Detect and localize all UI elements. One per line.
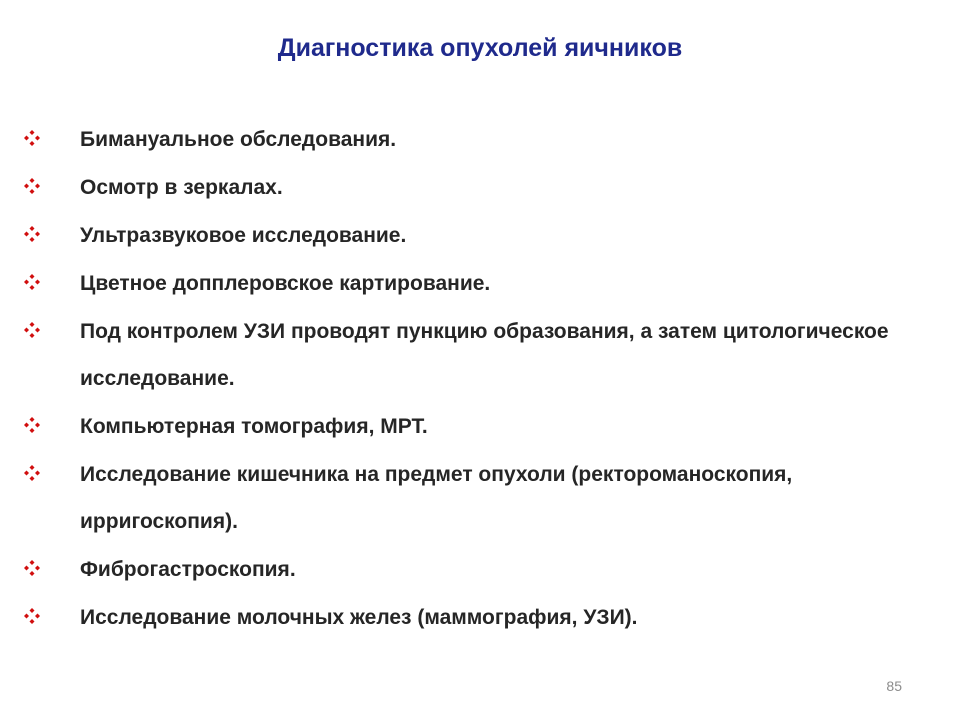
bullet-text: Бимануальное обследования.	[80, 128, 397, 151]
bullet-item	[24, 164, 924, 211]
bullet-item	[24, 260, 924, 307]
four-diamond-bullet-icon	[24, 130, 40, 146]
bullet-list	[24, 116, 924, 642]
bullet-text: Исследование кишечника на предмет опухоли (ректороманоскопия, ирригоскопия).	[80, 463, 793, 533]
four-diamond-bullet-icon	[24, 226, 40, 242]
slide-title: Диагностика опухолей яичников	[277, 34, 683, 62]
bullet-text: Фиброгастроскопия.	[80, 558, 296, 581]
four-diamond-bullet-icon	[24, 178, 40, 194]
bullet-text: Под контролем УЗИ проводят пункцию образования, а затем цитологическое исследование.	[80, 320, 889, 390]
four-diamond-bullet-icon	[24, 465, 40, 481]
bullet-item	[24, 116, 924, 163]
bullet-item	[24, 451, 924, 545]
bullet-item	[24, 594, 924, 641]
bullet-text: Компьютерная томография, МРТ.	[80, 415, 428, 438]
four-diamond-bullet-icon	[24, 560, 40, 576]
bullet-text: Исследование молочных желез (маммография, УЗИ).	[80, 606, 638, 629]
bullet-item	[24, 403, 924, 450]
bullet-text: Цветное допплеровское картирование.	[80, 272, 491, 295]
bullet-item	[24, 546, 924, 593]
four-diamond-bullet-icon	[24, 322, 40, 338]
four-diamond-bullet-icon	[24, 417, 40, 433]
bullet-text: Ультразвуковое исследование.	[80, 224, 407, 247]
bullet-text: Осмотр в зеркалах.	[80, 176, 283, 199]
page-number: 85	[886, 678, 902, 694]
four-diamond-bullet-icon	[24, 608, 40, 624]
bullet-item	[24, 212, 924, 259]
four-diamond-bullet-icon	[24, 274, 40, 290]
bullet-item	[24, 308, 924, 402]
